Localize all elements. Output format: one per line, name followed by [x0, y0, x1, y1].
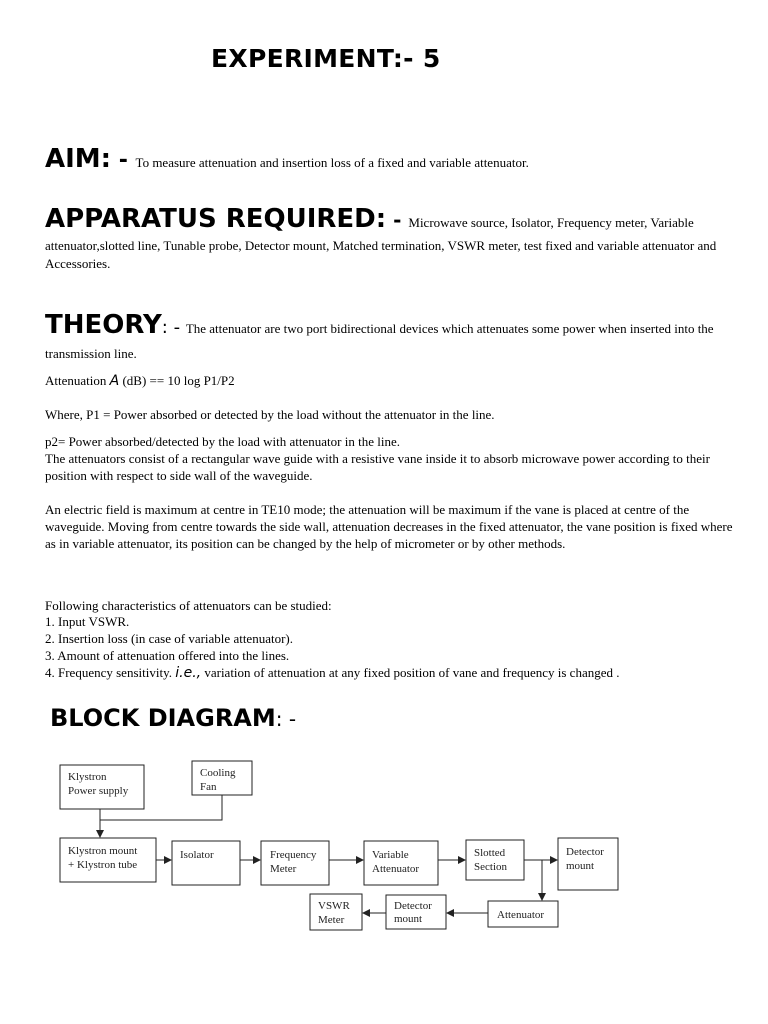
- aim-dash: -: [111, 148, 136, 173]
- box-label: + Klystron tube: [68, 859, 138, 871]
- box-label: mount: [566, 860, 595, 872]
- frequency-meter-box: [261, 841, 329, 885]
- where-p1-text: Where, P1 = Power absorbed or detected by the load without the attenuator in the line.: [45, 407, 495, 422]
- box-label: Section: [474, 861, 507, 873]
- p2-text: p2= Power absorbed/detected by the load with attenuator in the line.: [45, 434, 400, 449]
- aim-text: To measure attenuation and insertion loss of a fixed and variable attenuator.: [135, 155, 529, 170]
- box-label: Slotted: [474, 847, 506, 859]
- box-label: mount: [394, 913, 423, 925]
- theory-section: [45, 308, 735, 363]
- block-diagram: [48, 756, 628, 946]
- page-title: EXPERIMENT:- 5: [211, 44, 441, 73]
- box-label: Klystron mount: [68, 845, 138, 857]
- box-label: Power supply: [68, 785, 129, 797]
- box-label: Meter: [318, 914, 345, 926]
- box-label: Fan: [200, 781, 217, 793]
- klystron-mount-box: [60, 838, 156, 882]
- theory-heading: THEORY: [45, 310, 162, 340]
- attenuators-paragraph: The attenuators consist of a rectangular wave guide with a resistive vane inside it to absorb microwave power according to their position with respect to side wall of the waveguide.: [45, 451, 710, 483]
- aim-section: [45, 144, 745, 174]
- block-diagram-section-heading: [50, 704, 296, 733]
- list-item: 1. Input VSWR.: [45, 614, 130, 629]
- variable-attenuator-box: [364, 841, 438, 885]
- formula-suffix: (dB) == 10 log P1/P2: [122, 373, 235, 388]
- box-label: Detector: [566, 846, 604, 858]
- item4-suffix: variation of attenuation at any fixed position of vane and frequency is changed .: [204, 665, 620, 680]
- formula-prefix: Attenuation: [45, 373, 107, 388]
- vswr-meter-box: [310, 894, 362, 930]
- box-label: Frequency: [270, 849, 317, 861]
- box-label: Attenuator: [497, 909, 545, 921]
- aim-heading: AIM:: [45, 144, 112, 174]
- block-diagram-heading: BLOCK DIAGRAM: [50, 704, 276, 732]
- slotted-section-box: [466, 840, 524, 880]
- item4-prefix: 4. Frequency sensitivity.: [45, 665, 172, 680]
- list-item-4: [45, 664, 735, 682]
- block-diagram-dash: : -: [275, 707, 297, 731]
- following-text: Following characteristics of attenuators can be studied:: [45, 598, 332, 613]
- detector-mount-bottom-box: [386, 895, 446, 929]
- box-label: Meter: [270, 863, 297, 875]
- list-item: 3. Amount of attenuation offered into the lines.: [45, 648, 290, 663]
- attenuation-formula: [45, 372, 235, 390]
- apparatus-text: Microwave source, Isolator, Frequency meter, Variable attenuator,slotted line, Tunable probe, Detector mount, Matched termination, VSWR meter, test fixed and variable attenuator and Accessories.: [45, 215, 717, 271]
- box-label: Isolator: [180, 849, 214, 861]
- apparatus-heading: APPARATUS REQUIRED:: [45, 204, 387, 234]
- isolator-box: [172, 841, 240, 885]
- box-label: Cooling: [200, 767, 236, 779]
- box-label: Variable: [372, 849, 409, 861]
- box-label: Attenuator: [372, 863, 420, 875]
- apparatus-dash: -: [386, 208, 409, 232]
- box-label: Detector: [394, 900, 432, 912]
- theory-dash: : -: [161, 317, 186, 338]
- formula-symbol: A: [109, 373, 120, 389]
- theory-intro: The attenuator are two port bidirectional devices which attenuates some power when inserted into the transmission line.: [45, 321, 714, 361]
- apparatus-section: [45, 202, 735, 273]
- electric-field-paragraph: An electric field is maximum at centre in TE10 mode; the attenuation will be maximum if the vane is placed at centre of the waveguide. Moving from centre towards the side wall, attenuation decreases in the fixed attenuator, the vane position is fixed where as in variable attenuator, its position can be changed by the help of micrometer or by other methods.: [45, 502, 733, 551]
- list-item: 2. Insertion loss (in case of variable attenuator).: [45, 631, 293, 646]
- klystron-power-supply-box: [60, 765, 144, 809]
- item4-ie: i.e.,: [175, 665, 202, 681]
- box-label: VSWR: [318, 900, 350, 912]
- detector-mount-box: [558, 838, 618, 890]
- cooling-fan-box: [192, 761, 252, 795]
- box-label: Klystron: [68, 771, 107, 783]
- attenuator-box: [488, 901, 558, 927]
